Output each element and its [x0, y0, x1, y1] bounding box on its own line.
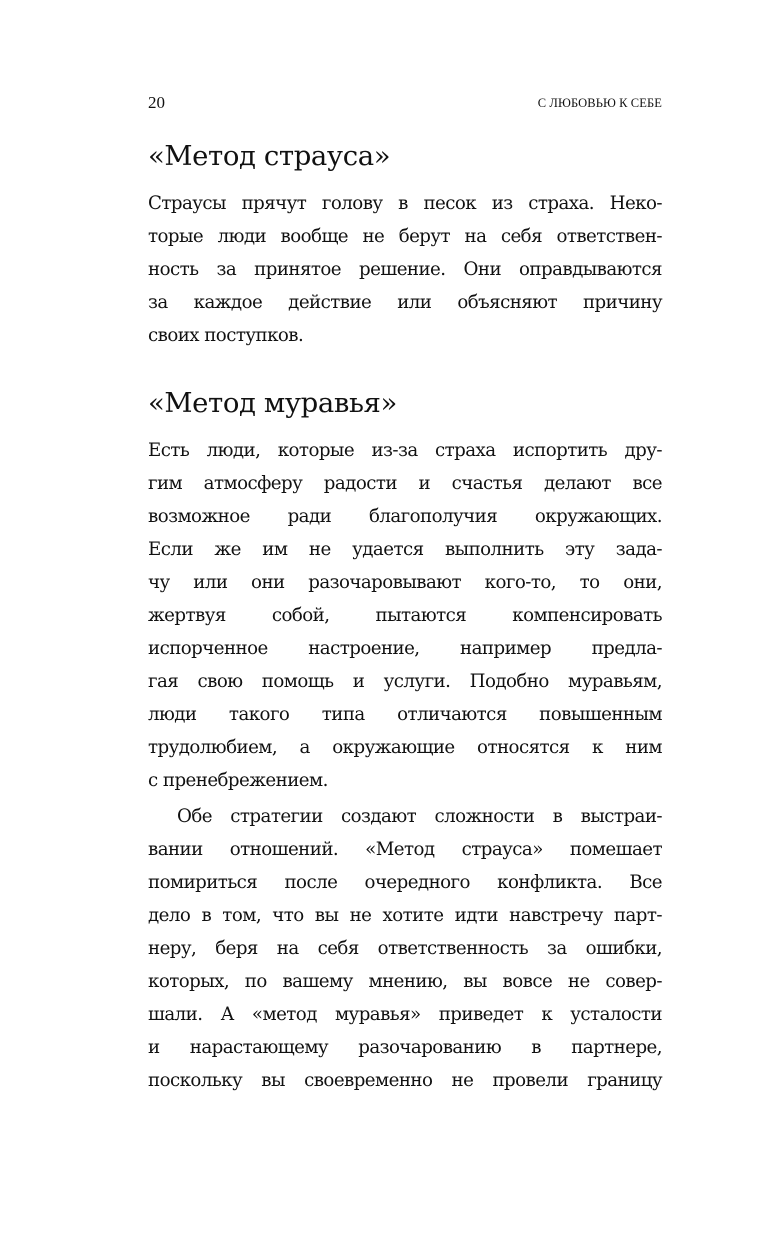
- text-line: с пренебрежением.: [148, 770, 328, 791]
- text-line: гим атмосферу радости и счастья делают все: [148, 473, 662, 494]
- text-line: Есть люди, которые из-за страха испортить дру-: [148, 440, 662, 461]
- page-number: 20: [148, 93, 165, 112]
- text-line: поскольку вы своевременно не провели границу: [148, 1070, 662, 1091]
- text-line: люди такого типа отличаются повышенным: [148, 704, 662, 725]
- text-line: гая свою помощь и услуги. Подобно муравьям,: [148, 671, 662, 692]
- text-line: жертвуя собой, пытаются компенсировать: [148, 605, 662, 626]
- text-line: Страусы прячут голову в песок из страха. Неко-: [148, 193, 662, 214]
- text-line: которых, по вашему мнению, вы вовсе не совер-: [148, 971, 662, 992]
- text-line: своих поступков.: [148, 325, 304, 346]
- running-head-title: С ЛЮБОВЬЮ К СЕБЕ: [537, 96, 662, 110]
- text-line: Обе стратегии создают сложности в выстраи-: [177, 806, 662, 827]
- text-line: возможное ради благополучия окружающих.: [148, 506, 662, 527]
- text-line: за каждое действие или объясняют причину: [148, 292, 662, 313]
- paragraph-ostrich: [148, 187, 662, 352]
- book-page: [148, 0, 662, 1241]
- running-head: [148, 93, 662, 113]
- text-line: чу или они разочаровывают кого-то, то они,: [148, 572, 662, 593]
- text-line: торые люди вообще не берут на себя ответствен-: [148, 226, 662, 247]
- text-line: трудолюбием, а окружающие относятся к ним: [148, 737, 662, 758]
- text-line: помириться после очередного конфликта. Все: [148, 872, 662, 893]
- text-line: вании отношений. «Метод страуса» помешает: [148, 839, 662, 860]
- text-line: шали. А «метод муравья» приведет к усталости: [148, 1004, 662, 1025]
- text-line: Если же им не удается выполнить эту зада-: [148, 539, 662, 560]
- text-line: ность за принятое решение. Они оправдываются: [148, 259, 662, 280]
- section-heading-ant: «Метод муравья»: [148, 387, 397, 419]
- paragraph-strategies: [148, 800, 662, 1097]
- text-line: дело в том, что вы не хотите идти навстречу парт-: [148, 905, 662, 926]
- text-line: неру, беря на себя ответственность за ошибки,: [148, 938, 662, 959]
- text-line: испорченное настроение, например предла-: [148, 638, 662, 659]
- section-heading-ostrich: «Метод страуса»: [148, 140, 391, 172]
- text-line: и нарастающему разочарованию в партнере,: [148, 1037, 662, 1058]
- paragraph-ant: [148, 434, 662, 797]
